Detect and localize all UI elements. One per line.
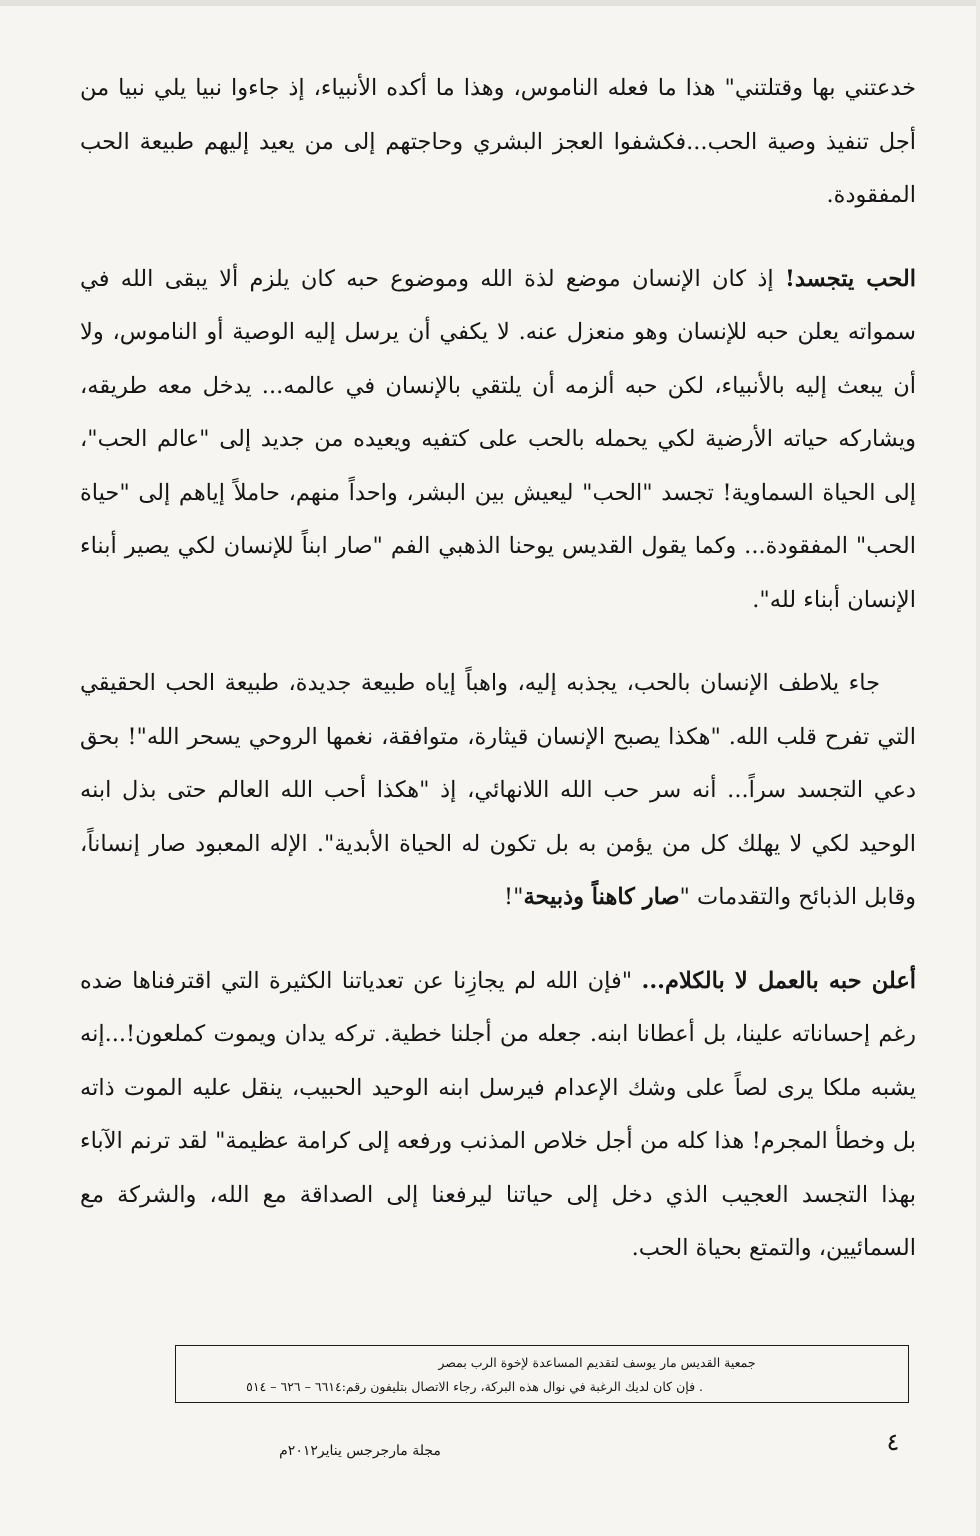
paragraph-1 xyxy=(80,62,916,223)
paragraph-4-heading: أعلن حبه بالعمل لا بالكلام... xyxy=(641,967,916,994)
paragraph-gap xyxy=(80,925,916,955)
page-top-edge xyxy=(0,0,980,6)
paragraph-gap xyxy=(80,627,916,657)
notice-title: جمعية القديس مار يوسف لتقديم المساعدة لإخوة الرب بمصر xyxy=(438,1355,756,1370)
paragraph-1-text: خدعتني بها وقتلتني" هذا ما فعله الناموس، وهذا ما أكده الأنبياء، إذ جاءوا نبيا يلي نبيا من أجل تنفيذ وصية الحب...فكشفوا العجز البشري وحاجتهم إلى من يعيد إليهم طبيعة الحب المفقودة. xyxy=(80,75,916,208)
page-number: ٤ xyxy=(886,1428,900,1456)
paragraph-4 xyxy=(80,955,916,1276)
article-body xyxy=(80,62,916,1276)
paragraph-3 xyxy=(80,657,916,925)
paragraph-3-text: جاء يلاطف الإنسان بالحب، يجذبه إليه، واهباً إياه طبيعة جديدة، طبيعة الحب الحقيقي التي تفرح قلب الله. "هكذا يصبح الإنسان قيثارة، متوافقة، نغمها الروحي يسحر الله"! بحق دعي التجسد سراً... أنه سر حب الله اللانهائي، إذ "هكذا أحب الله العالم حتى بذل ابنه الوحيد لكي لا يهلك كل من يؤمن به بل تكون له الحياة الأبدية". الإله المعبود صار إنساناً، وقابل الذبائح والتقدمات " xyxy=(80,670,916,910)
footer-magazine-title: مجلة مارجرجس يناير٢٠١٢م xyxy=(279,1443,441,1459)
paragraph-3-emphasis: صار كاهناً وذبيحة xyxy=(523,884,680,910)
paragraph-2 xyxy=(80,253,916,628)
notice-box xyxy=(175,1345,909,1403)
paragraph-2-heading: الحب يتجسد! xyxy=(784,265,916,292)
page-right-edge xyxy=(976,0,980,1536)
notice-contact: . فإن كان لديك الرغبة في نوال هذه البركة، رجاء الاتصال بتليفون رقم:٦٦١٤ – ٦٢٦ – ٥١٤ xyxy=(246,1379,703,1394)
paragraph-4-text: "فإن الله لم يجازِنا عن تعدياتنا الكثيرة التي اقترفناها ضده رغم إحساناته علينا، بل أعطانا ابنه. جعله من أجلنا خطية. تركه يدان ويموت كملعون!...إنه يشبه ملكا يرى لصاً على وشك الإعدام فيرسل ابنه الوحيد الحبيب، ينقل عليه الموت ذاته بل وخطأ المجرم! هذا كله من أجل خلاص المذنب ورفعه إلى كرامة عظيمة" لقد ترنم الآباء بهذا التجسد العجيب الذي دخل إلى حياتنا ليرفعنا إلى الصداقة مع الله، والشركة مع السمائيين، والتمتع بحياة الحب. xyxy=(80,967,916,1261)
paragraph-3-end: "! xyxy=(504,884,524,910)
paragraph-gap xyxy=(80,223,916,253)
paragraph-2-text: إذ كان الإنسان موضع لذة الله وموضوع حبه كان يلزم ألا يبقى الله في سمواته يعلن حبه للإنسان وهو منعزل عنه. لا يكفي أن يرسل إليه الوصية أو الناموس، ولا أن يبعث إليه بالأنبياء، لكن حبه ألزمه أن يلتقي بالإنسان في عالمه... يدخل معه طريقه، ويشاركه حياته الأرضية لكي يحمله بالحب على كتفيه ويعيده من جديد إلى "عالم الحب"، إلى الحياة السماوية! تجسد "الحب" ليعيش بين البشر، واحداً منهم، حاملاً إياهم إلى "حياة الحب" المفقودة... وكما يقول القديس يوحنا الذهبي الفم "صار ابناً للإنسان لكي يصير أبناء الإنسان أبناء لله". xyxy=(80,265,916,613)
